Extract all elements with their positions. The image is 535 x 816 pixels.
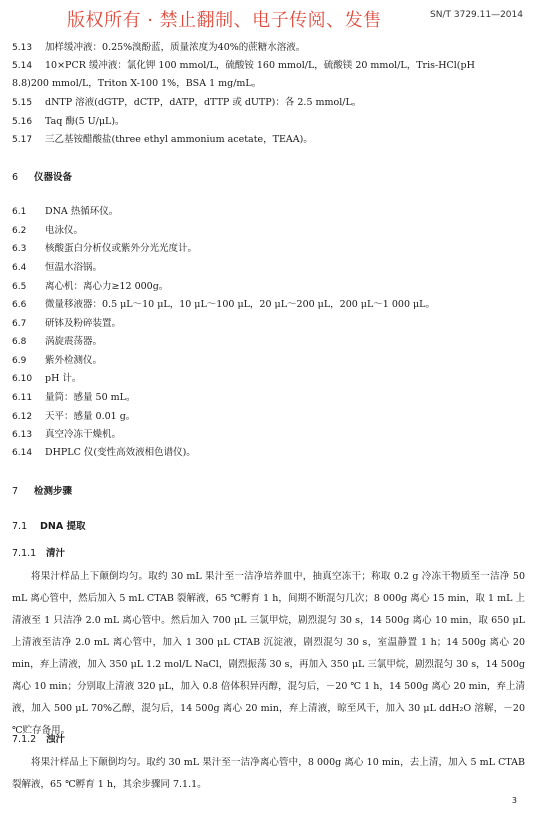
item-text: 量筒：感量 50 mL。 (45, 392, 136, 403)
subsection-heading (12, 518, 86, 532)
item-text: dNTP 溶液(dGTP，dCTP，dATP，dTTP 或 dUTP)：各 2.5 mmol/L。 (45, 97, 362, 108)
equipment-item (12, 372, 515, 386)
reagent-item-continued (12, 77, 515, 90)
equipment-item (12, 354, 515, 368)
item-number: 5.17 (12, 135, 33, 145)
item-number: 6.4 (12, 263, 27, 273)
item-number: 6.5 (12, 282, 27, 292)
item-number: 6.7 (12, 319, 27, 329)
equipment-item (12, 298, 515, 312)
subsubsection-title: 浊汁 (46, 734, 66, 745)
subsubsection-heading (12, 731, 65, 745)
equipment-item (12, 335, 515, 349)
equipment-item (12, 317, 515, 331)
standard-number: SN/T 3729.11—2014 (430, 10, 523, 20)
item-text: 10×PCR 缓冲液：氯化钾 100 mmol/L，硫酸铵 160 mmol/L，硫酸镁 20 mmol/L，Tris-HCl(pH (45, 60, 475, 71)
item-text: DNA 热循环仪。 (45, 206, 119, 217)
item-text: 恒温水浴锅。 (45, 262, 103, 273)
equipment-item (12, 428, 515, 442)
item-number: 5.13 (12, 43, 33, 53)
equipment-item (12, 410, 515, 424)
equipment-item (12, 205, 515, 219)
item-number: 6.8 (12, 337, 27, 347)
item-number: 6.11 (12, 393, 33, 403)
item-text: 核酸蛋白分析仪或紫外分光光度计。 (45, 243, 198, 254)
equipment-item (12, 280, 515, 294)
subsubsection-heading (12, 545, 65, 559)
item-number: 6.1 (12, 207, 27, 217)
item-text: 离心机：离心力≥12 000g。 (45, 281, 169, 292)
item-number: 6.9 (12, 356, 27, 366)
equipment-item (12, 261, 515, 275)
equipment-item (12, 446, 515, 460)
subsubsection-title: 清汁 (46, 548, 66, 559)
item-text: 8.8)200 mmol/L，Triton X-100 1%，BSA 1 mg/mL。 (12, 78, 262, 89)
item-text: pH 计。 (45, 373, 82, 384)
item-text: 天平：感量 0.01 g。 (45, 411, 136, 422)
section-title: 检测步骤 (34, 486, 73, 497)
item-text: DHPLC 仪(变性高效液相色谱仪)。 (45, 447, 196, 458)
section-title: 仪器设备 (34, 172, 73, 183)
equipment-item (12, 391, 515, 405)
item-number: 6.12 (12, 412, 33, 422)
item-number: 6.2 (12, 226, 27, 236)
item-text: 电泳仪。 (45, 225, 84, 236)
item-text: 研钵及粉碎装置。 (45, 318, 122, 329)
item-number: 5.16 (12, 117, 33, 127)
reagent-item (12, 115, 515, 129)
item-number: 5.15 (12, 98, 33, 108)
item-number: 6.3 (12, 244, 27, 254)
equipment-item (12, 224, 515, 238)
item-text: 涡旋震荡器。 (45, 336, 103, 347)
item-number: 6.6 (12, 300, 27, 310)
item-text: 三乙基铵醋酸盐(three ethyl ammonium acetate，TEAA)。 (45, 134, 313, 145)
subsubsection-number: 7.1.1 (12, 548, 37, 559)
section-number: 7 (12, 486, 19, 497)
equipment-item (12, 242, 515, 256)
subsection-number: 7.1 (12, 521, 28, 532)
subsection-title: DNA 提取 (40, 521, 86, 532)
copyright-watermark: 版权所有 · 禁止翻制、电子传阅、发售 (67, 10, 382, 31)
reagent-item (12, 96, 515, 110)
item-number: 5.14 (12, 61, 33, 71)
procedure-paragraph: 将果汁样品上下颠倒均匀。取约 30 mL 果汁至一洁净离心管中，8 000g 离心 10 min，去上清，加入 5 mL CTAB 裂解液，65 ℃孵育 1 h，其余步骤同 7.1.1。 (12, 757, 525, 790)
item-number: 6.10 (12, 374, 33, 384)
section-heading (12, 483, 72, 497)
reagent-item (12, 59, 515, 73)
item-text: Taq 酶(5 U/μL)。 (45, 116, 125, 127)
item-text: 微量移液器：0.5 μL～10 μL，10 μL～100 μL，20 μL～200 μL，200 μL～1 000 μL。 (45, 299, 435, 310)
item-number: 6.14 (12, 448, 33, 458)
page-header (0, 0, 535, 34)
section-number: 6 (12, 172, 19, 183)
page-number: 3 (511, 796, 517, 805)
item-number: 6.13 (12, 430, 33, 440)
subsubsection-number: 7.1.2 (12, 734, 37, 745)
item-text: 真空冷冻干燥机。 (45, 429, 122, 440)
item-text: 紫外检测仪。 (45, 355, 103, 366)
item-text: 加样缓冲液：0.25%溴酚蓝，质量浓度为40%的蔗糖水溶液。 (45, 42, 306, 53)
reagent-item (12, 41, 515, 55)
section-heading (12, 169, 72, 183)
reagent-item (12, 133, 515, 147)
procedure-paragraph: 将果汁样品上下颠倒均匀。取约 30 mL 果汁至一洁净培养皿中，抽真空冻干；称取 0.2 g 冷冻干物质至一洁净 50 mL 离心管中，然后加入 5 mL CTAB 裂解液，65 ℃孵育 1 h，间期不断混匀几次；8 000g 离心 15 min，取 1 mL 上清液至 1 只洁净 2.0 mL 离心管中。然后加入 700 μL 三氯甲烷，剧烈混匀 30 s，14 500g 离心 10 min，取 650 μL 上清液至洁净 2.0 mL 离心管中，加入 1 300 μL CTAB 沉淀液，剧烈混匀 30 s，室温静置 1 h；14 500g 离心 20 min，弃上清液，加入 350 μL 1.2 mol/L NaCl，剧烈振荡 30 s，再加入 350 μL 三氯甲烷，剧烈混匀 30 s，14 500g 离心 10 min；分别取上清液 320 μL，加入 0.8 倍体积异丙醇，混匀后，－20 ℃ 1 h，14 500g 离心 20 min，弃上清液，加入 500 μL 70%乙醇，混匀后，14 500g 离心 20 min，弃上清液，晾至风干，加入 30 μL ddH₂O 溶解，－20 ℃贮存备用。 (12, 571, 525, 736)
